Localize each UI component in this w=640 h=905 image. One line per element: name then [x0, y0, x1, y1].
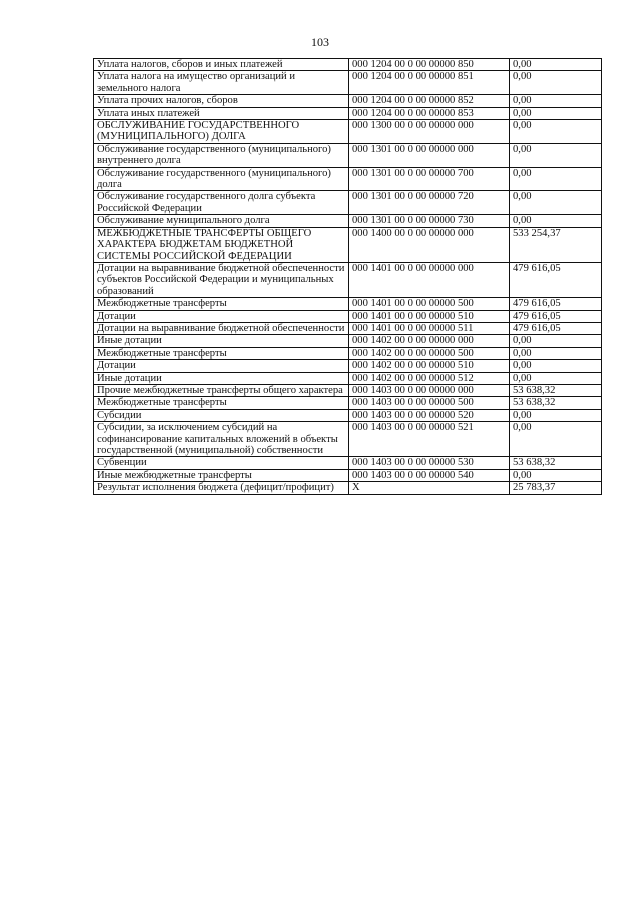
row-code-cell: 000 1204 00 0 00 00000 852: [349, 95, 510, 107]
row-name-cell: Дотации на выравнивание бюджетной обеспеченности: [94, 322, 349, 334]
table-body: [94, 59, 602, 495]
row-code-cell: 000 1301 00 0 00 00000 700: [349, 167, 510, 191]
table-row: [94, 347, 602, 359]
row-amount-cell: 25 783,37: [510, 482, 602, 494]
row-name-cell: Межбюджетные трансферты: [94, 347, 349, 359]
row-code-cell: 000 1402 00 0 00 00000 500: [349, 347, 510, 359]
table-row: [94, 409, 602, 421]
table-row: [94, 71, 602, 95]
row-amount-cell: 0,00: [510, 422, 602, 457]
row-amount-cell: 0,00: [510, 107, 602, 119]
table-row: [94, 310, 602, 322]
row-code-cell: 000 1401 00 0 00 00000 000: [349, 262, 510, 297]
row-name-cell: Субсидии, за исключением субсидий на софинансирование капитальных вложений в объекты государственной (муниципальной) собственности: [94, 422, 349, 457]
row-code-cell: 000 1204 00 0 00 00000 851: [349, 71, 510, 95]
row-name-cell: Дотации: [94, 360, 349, 372]
row-amount-cell: 0,00: [510, 215, 602, 227]
row-amount-cell: 0,00: [510, 372, 602, 384]
row-code-cell: 000 1401 00 0 00 00000 511: [349, 322, 510, 334]
row-name-cell: Обслуживание муниципального долга: [94, 215, 349, 227]
row-name-cell: Субвенции: [94, 457, 349, 469]
row-code-cell: 000 1403 00 0 00 00000 540: [349, 469, 510, 481]
row-code-cell: 000 1402 00 0 00 00000 512: [349, 372, 510, 384]
row-amount-cell: 0,00: [510, 335, 602, 347]
row-code-cell: 000 1403 00 0 00 00000 521: [349, 422, 510, 457]
row-amount-cell: 0,00: [510, 191, 602, 215]
row-name-cell: Иные дотации: [94, 372, 349, 384]
row-amount-cell: 0,00: [510, 59, 602, 71]
table-row: [94, 59, 602, 71]
row-amount-cell: 0,00: [510, 167, 602, 191]
row-amount-cell: 0,00: [510, 95, 602, 107]
row-name-cell: Дотации на выравнивание бюджетной обеспеченности субъектов Российской Федерации и муниципальных образований: [94, 262, 349, 297]
page-number: 103: [311, 35, 329, 49]
table-row: [94, 335, 602, 347]
row-amount-cell: 0,00: [510, 143, 602, 167]
table-row: [94, 322, 602, 334]
table-row: [94, 191, 602, 215]
row-name-cell: Уплата иных платежей: [94, 107, 349, 119]
table-row: [94, 167, 602, 191]
row-code-cell: 000 1300 00 0 00 00000 000: [349, 120, 510, 144]
row-name-cell: Обслуживание государственного долга субъекта Российской Федерации: [94, 191, 349, 215]
table-row: [94, 262, 602, 297]
row-code-cell: 000 1403 00 0 00 00000 520: [349, 409, 510, 421]
row-code-cell: X: [349, 482, 510, 494]
table-row: [94, 384, 602, 396]
row-amount-cell: 0,00: [510, 409, 602, 421]
row-name-cell: Результат исполнения бюджета (дефицит/профицит): [94, 482, 349, 494]
row-amount-cell: 0,00: [510, 120, 602, 144]
table-row: [94, 457, 602, 469]
table-row: [94, 227, 602, 262]
row-code-cell: 000 1402 00 0 00 00000 510: [349, 360, 510, 372]
row-code-cell: 000 1301 00 0 00 00000 000: [349, 143, 510, 167]
row-code-cell: 000 1301 00 0 00 00000 730: [349, 215, 510, 227]
row-amount-cell: 479 616,05: [510, 298, 602, 310]
row-amount-cell: 0,00: [510, 360, 602, 372]
row-code-cell: 000 1402 00 0 00 00000 000: [349, 335, 510, 347]
row-name-cell: Межбюджетные трансферты: [94, 298, 349, 310]
row-amount-cell: 479 616,05: [510, 262, 602, 297]
row-name-cell: Прочие межбюджетные трансферты общего характера: [94, 384, 349, 396]
table-row: [94, 143, 602, 167]
row-code-cell: 000 1204 00 0 00 00000 853: [349, 107, 510, 119]
row-name-cell: МЕЖБЮДЖЕТНЫЕ ТРАНСФЕРТЫ ОБЩЕГО ХАРАКТЕРА БЮДЖЕТАМ БЮДЖЕТНОЙ СИСТЕМЫ РОССИЙСКОЙ ФЕДЕРАЦИИ: [94, 227, 349, 262]
row-code-cell: 000 1401 00 0 00 00000 500: [349, 298, 510, 310]
table-row: [94, 298, 602, 310]
row-code-cell: 000 1401 00 0 00 00000 510: [349, 310, 510, 322]
table-row: [94, 372, 602, 384]
row-amount-cell: 53 638,32: [510, 397, 602, 409]
row-code-cell: 000 1301 00 0 00 00000 720: [349, 191, 510, 215]
row-amount-cell: 533 254,37: [510, 227, 602, 262]
row-amount-cell: 53 638,32: [510, 457, 602, 469]
table-row: [94, 360, 602, 372]
row-name-cell: Уплата налога на имущество организаций и земельного налога: [94, 71, 349, 95]
row-name-cell: Уплата прочих налогов, сборов: [94, 95, 349, 107]
row-code-cell: 000 1400 00 0 00 00000 000: [349, 227, 510, 262]
row-name-cell: Межбюджетные трансферты: [94, 397, 349, 409]
row-name-cell: Иные дотации: [94, 335, 349, 347]
table-row: [94, 469, 602, 481]
row-code-cell: 000 1204 00 0 00 00000 850: [349, 59, 510, 71]
table-row: [94, 482, 602, 494]
row-code-cell: 000 1403 00 0 00 00000 530: [349, 457, 510, 469]
budget-execution-table: [93, 58, 602, 495]
row-amount-cell: 0,00: [510, 469, 602, 481]
row-name-cell: Уплата налогов, сборов и иных платежей: [94, 59, 349, 71]
table-row: [94, 120, 602, 144]
table-row: [94, 397, 602, 409]
row-code-cell: 000 1403 00 0 00 00000 500: [349, 397, 510, 409]
row-amount-cell: 479 616,05: [510, 322, 602, 334]
table-row: [94, 422, 602, 457]
table-row: [94, 95, 602, 107]
table-row: [94, 215, 602, 227]
row-amount-cell: 53 638,32: [510, 384, 602, 396]
row-name-cell: Дотации: [94, 310, 349, 322]
row-name-cell: Субсидии: [94, 409, 349, 421]
row-amount-cell: 479 616,05: [510, 310, 602, 322]
row-amount-cell: 0,00: [510, 71, 602, 95]
row-name-cell: Обслуживание государственного (муниципального) внутреннего долга: [94, 143, 349, 167]
row-name-cell: ОБСЛУЖИВАНИЕ ГОСУДАРСТВЕННОГО (МУНИЦИПАЛЬНОГО) ДОЛГА: [94, 120, 349, 144]
table-row: [94, 107, 602, 119]
row-name-cell: Иные межбюджетные трансферты: [94, 469, 349, 481]
row-name-cell: Обслуживание государственного (муниципального) долга: [94, 167, 349, 191]
row-amount-cell: 0,00: [510, 347, 602, 359]
row-code-cell: 000 1403 00 0 00 00000 000: [349, 384, 510, 396]
